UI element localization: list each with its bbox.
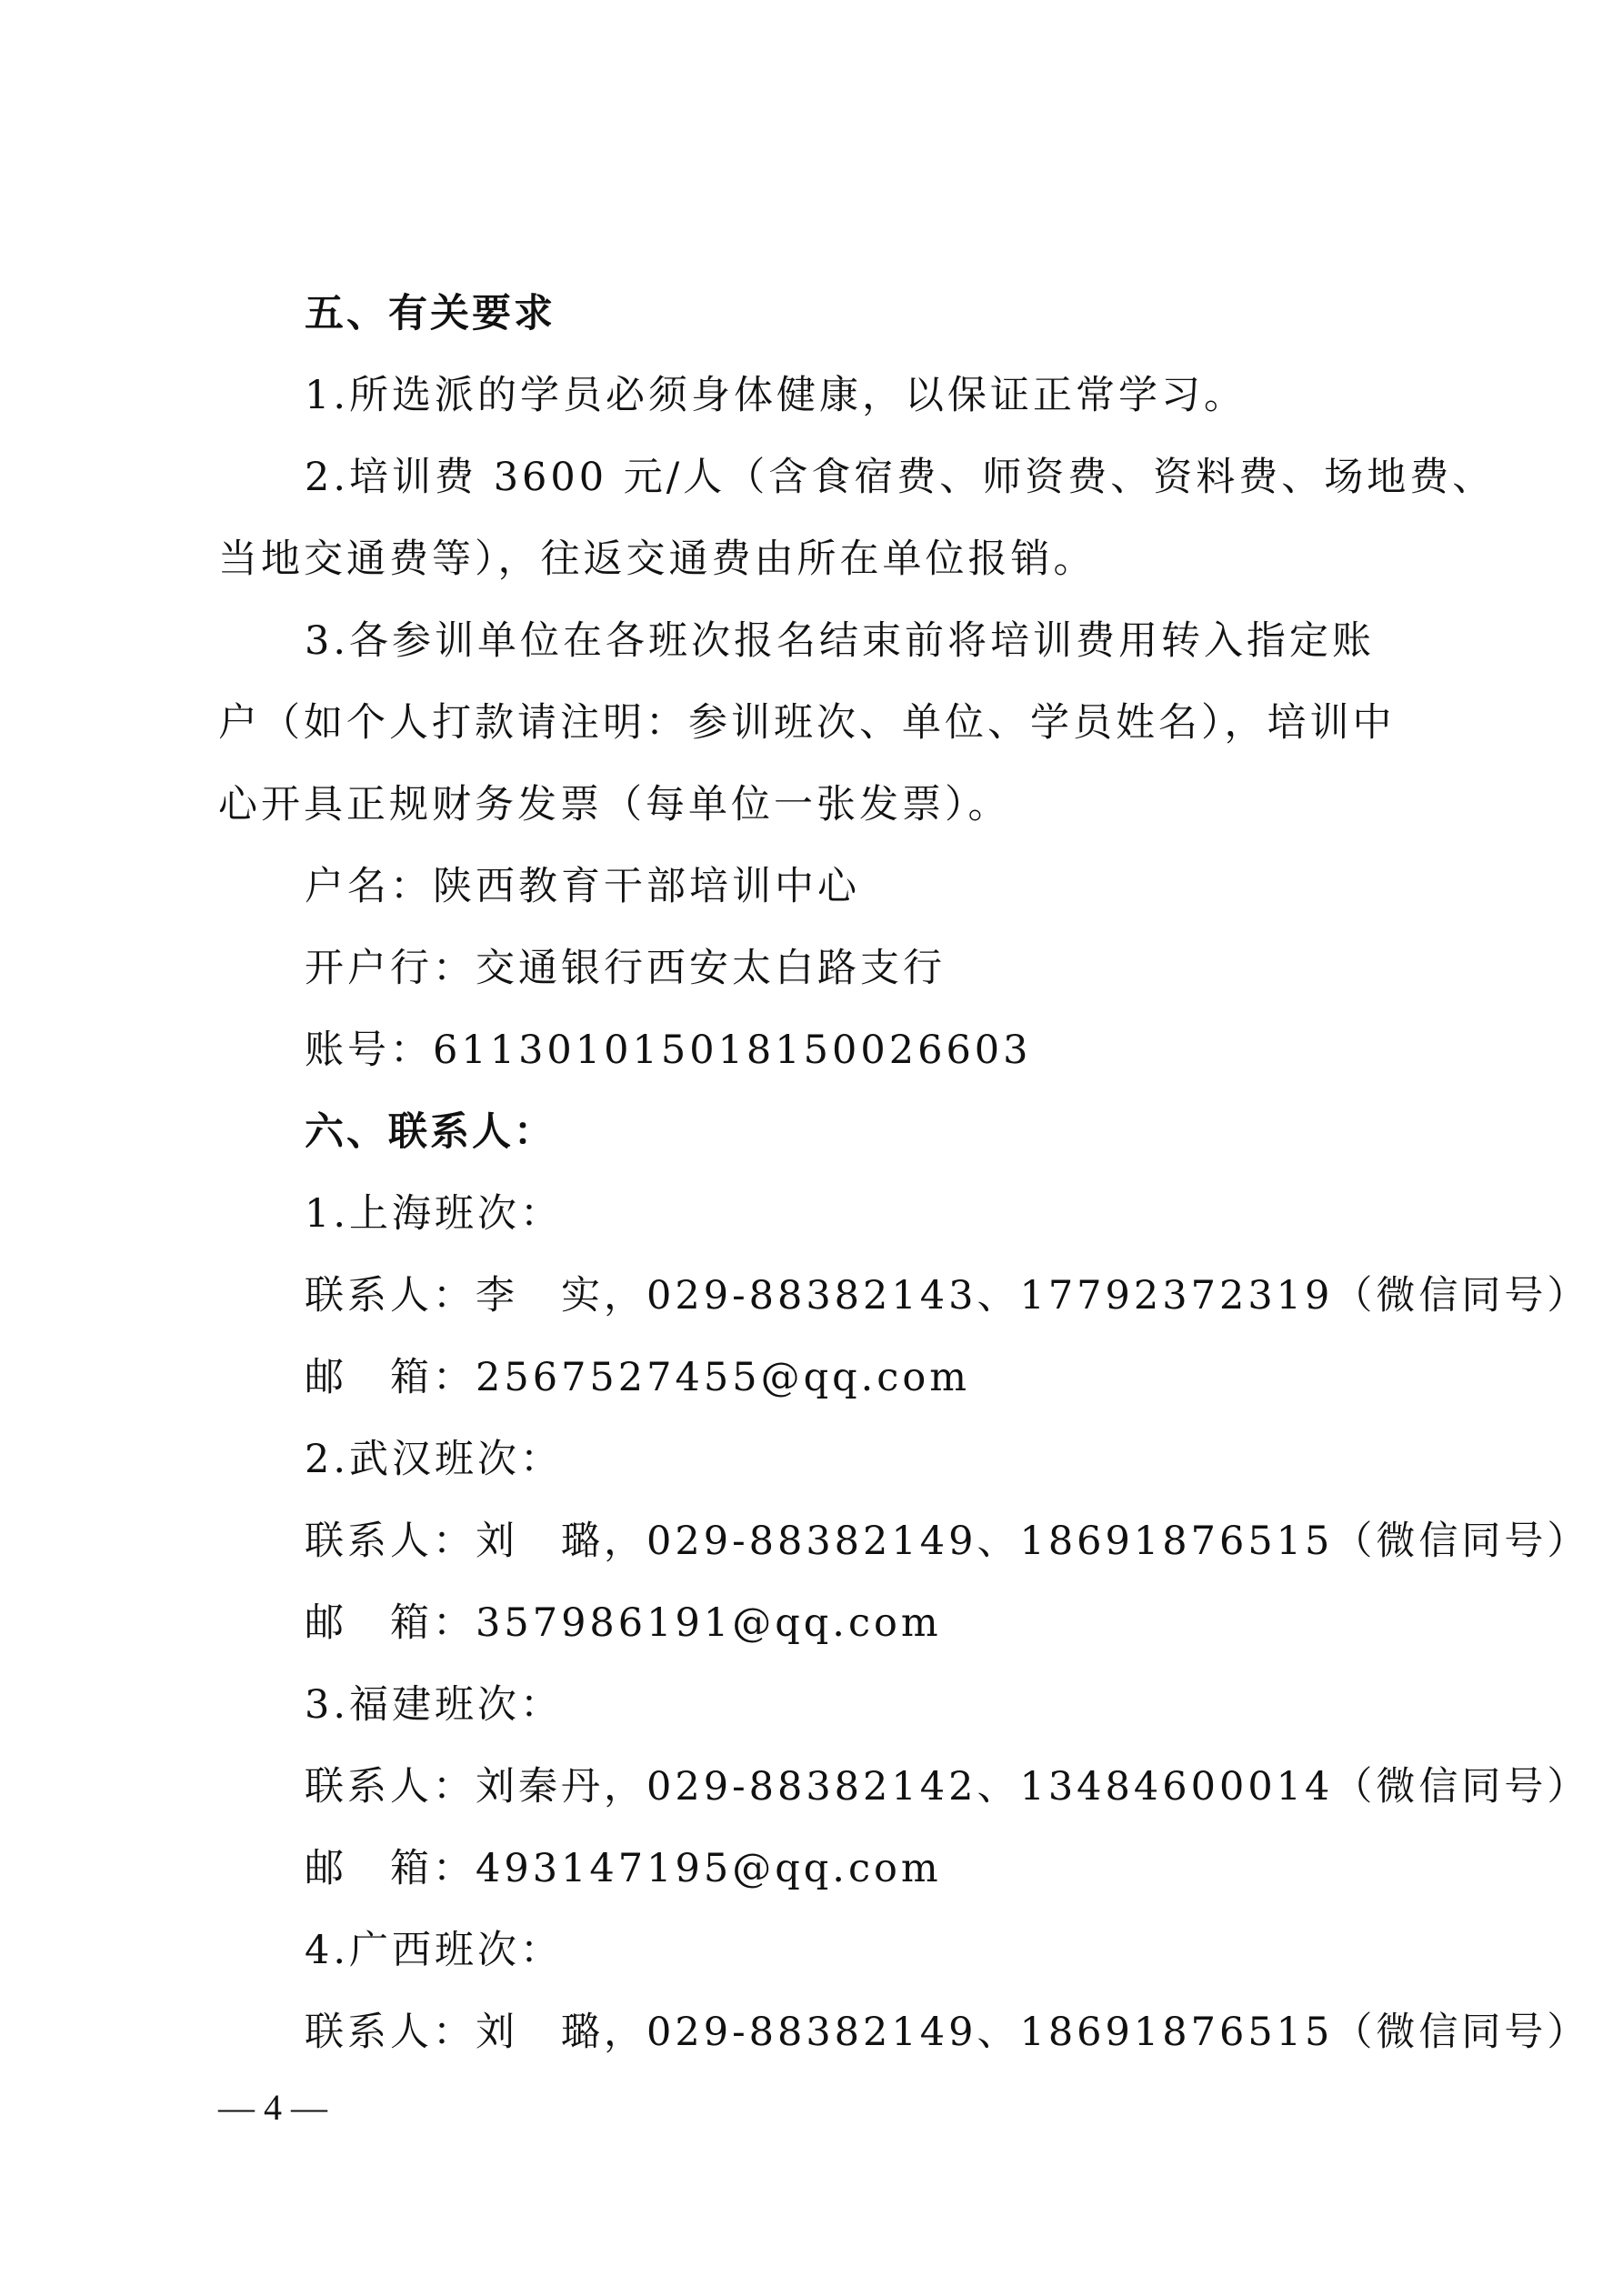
section-five-heading: 五、有关要求 <box>305 291 556 336</box>
contact-line-fujian: 联系人：刘秦丹，029-88382142、13484600014（微信同号） <box>305 1764 1590 1810</box>
account-number: 账号：611301015018150026603 <box>305 1028 1032 1073</box>
contact-line-wuhan: 联系人：刘 璐，029-88382149、18691876515（微信同号） <box>305 1519 1590 1564</box>
bank-name: 开户行：交通银行西安太白路支行 <box>305 946 946 991</box>
contact-line-guangxi: 联系人：刘 璐，029-88382149、18691876515（微信同号） <box>305 2010 1590 2055</box>
requirement-item-3-line-3: 心开具正规财务发票（每单位一张发票）。 <box>218 782 1011 827</box>
requirement-item-2-line-1: 2.培训费 3600 元/人（含食宿费、师资费、资料费、场地费、 <box>305 455 1496 500</box>
requirement-item-2-line-2: 当地交通费等），往返交通费由所在单位报销。 <box>218 536 1097 582</box>
page-number: — 4 — <box>218 2087 327 2128</box>
class-label-guangxi: 4.广西班次： <box>305 1928 564 1973</box>
class-label-shanghai: 1.上海班次： <box>305 1191 564 1237</box>
class-label-fujian: 3.福建班次： <box>305 1682 564 1728</box>
requirement-item-3-line-1: 3.各参训单位在各班次报名结束前将培训费用转入指定账 <box>305 618 1376 664</box>
class-label-wuhan: 2.武汉班次： <box>305 1437 564 1482</box>
email-line-shanghai: 邮 箱：2567527455@qq.com <box>305 1355 971 1400</box>
email-line-fujian: 邮 箱：493147195@qq.com <box>305 1846 942 1891</box>
account-name: 户名：陕西教育干部培训中心 <box>305 864 860 909</box>
section-six-heading: 六、联系人： <box>305 1109 556 1155</box>
contact-line-shanghai: 联系人：李 实，029-88382143、17792372319（微信同号） <box>305 1273 1590 1318</box>
email-line-wuhan: 邮 箱：357986191@qq.com <box>305 1600 942 1646</box>
requirement-item-1: 1.所选派的学员必须身体健康，以保证正常学习。 <box>305 373 1247 418</box>
requirement-item-3-line-2: 户（如个人打款请注明：参训班次、单位、学员姓名），培训中 <box>218 700 1396 746</box>
